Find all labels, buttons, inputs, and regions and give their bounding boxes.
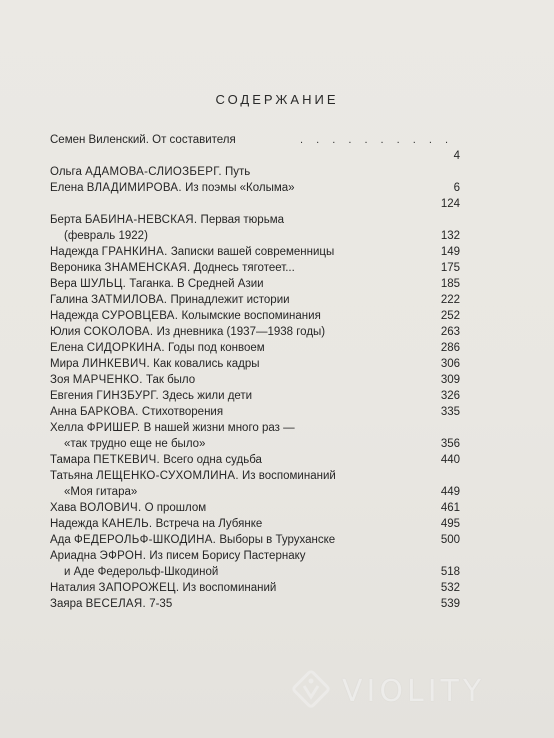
toc-entry [50, 596, 460, 612]
watermark [292, 668, 542, 712]
author-last-name: ЗАТМИЛОВА. [91, 294, 168, 306]
toc-entry [50, 228, 460, 244]
toc-entry-text [50, 324, 325, 340]
toc-entry-text [50, 292, 290, 308]
page-number: 252 [440, 310, 460, 322]
toc-entry-text [50, 212, 284, 228]
author-last-name: СИДОРКИНА. [86, 342, 165, 354]
toc-entry-text [50, 500, 206, 516]
work-title: Всего одна судьба [160, 454, 262, 466]
toc-entry [50, 356, 460, 372]
author-last-name: АДАМОВА-СЛИОЗБЕРГ. [85, 166, 222, 178]
page-number: 263 [440, 326, 460, 338]
author-last-name: ШУЛЬЦ. [80, 278, 127, 290]
toc-entry-text [50, 532, 335, 548]
author-first-name: Ариадна [50, 550, 100, 562]
author-first-name: Хава [50, 502, 80, 514]
author-first-name: Надежда [50, 518, 102, 530]
author-first-name: Надежда [50, 310, 102, 322]
author-first-name: Татьяна [50, 470, 97, 482]
page-number: 461 [440, 502, 460, 514]
work-title: Выборы в Туруханске [216, 534, 336, 546]
page-number: 449 [440, 486, 460, 498]
toc-entry [50, 276, 460, 292]
toc-entry-text [50, 404, 223, 420]
author-first-name: Ольга [50, 166, 86, 178]
page-number: 326 [440, 390, 460, 402]
work-title: Из воспоминаний [179, 582, 277, 594]
toc-entry-text [64, 564, 218, 580]
page-number: 532 [440, 582, 460, 594]
page-number: 149 [440, 246, 460, 258]
author-last-name: ЗАПОРОЖЕЦ. [98, 582, 180, 594]
toc-entry-text [50, 164, 250, 180]
toc-entry [50, 324, 460, 340]
work-title: Путь [221, 166, 251, 178]
leader-dots: . . . . . . . . . . [300, 134, 454, 146]
author-last-name: ЭФРОН. [99, 550, 147, 562]
author-first-name: Семен Виленский. [50, 134, 149, 146]
toc-entry-text [50, 244, 334, 260]
work-title: Записки вашей современницы [167, 246, 335, 258]
work-title: Принадлежит истории [167, 294, 290, 306]
author-first-name: Вера [50, 278, 81, 290]
toc-entry-text [50, 308, 321, 324]
work-title: «так трудно еще не было» [64, 438, 206, 450]
toc-entry-text [50, 468, 336, 484]
toc-entry [50, 484, 460, 500]
toc-entry-text [64, 436, 205, 452]
work-title: (февраль 1922) [64, 230, 148, 242]
watermark-text: VIOLITY [342, 674, 486, 709]
page-number: 335 [440, 406, 460, 418]
page-number: 309 [440, 374, 460, 386]
toc-entry-text [50, 276, 264, 292]
toc-entry [50, 500, 460, 516]
work-title: Годы под конвоем [164, 342, 265, 354]
toc-entry [50, 532, 460, 548]
author-first-name: Елена [50, 342, 87, 354]
work-title: Стихотворения [138, 406, 224, 418]
work-title: О прошлом [141, 502, 207, 514]
page-number: 518 [440, 566, 460, 578]
author-last-name: ЗНАМЕНСКАЯ. [104, 262, 191, 274]
toc-entry-text [64, 228, 148, 244]
work-title: Из писем Борису Пастернаку [146, 550, 306, 562]
toc-entry-text [50, 356, 260, 372]
toc-entry [50, 212, 460, 228]
page-number: 539 [440, 598, 460, 610]
page-number: 495 [440, 518, 460, 530]
toc-entry [50, 132, 460, 162]
work-title: «Моя гитара» [64, 486, 138, 498]
toc-entry-text [50, 340, 265, 356]
author-last-name: ВЕСЕЛАЯ. [85, 598, 146, 610]
toc-entry [50, 244, 460, 260]
page-number: 6 [453, 182, 460, 194]
author-first-name: Анна [50, 406, 80, 418]
work-title: Таганка. В Средней Азии [126, 278, 264, 290]
work-title: Здесь жили дети [159, 390, 253, 402]
toc-entry [50, 180, 460, 196]
work-title: Первая тюрьма [197, 214, 284, 226]
author-last-name: БАБИНА-НЕВСКАЯ. [84, 214, 198, 226]
author-first-name: Хелла [50, 422, 87, 434]
work-title: Колымские воспоминания [178, 310, 321, 322]
work-title: и Аде Федерольф-Шкодиной [64, 566, 219, 578]
author-last-name: ФРИШЕР. [86, 422, 141, 434]
author-first-name: Заяра [50, 598, 86, 610]
page-number: 286 [440, 342, 460, 354]
author-first-name: Елена [50, 182, 87, 194]
work-title: Встреча на Лубянке [152, 518, 263, 530]
page-number: 185 [440, 278, 460, 290]
author-last-name: ГИНЗБУРГ. [96, 390, 160, 402]
toc-entry [50, 468, 460, 484]
work-title: От составителя [148, 134, 236, 146]
page-number: 356 [440, 438, 460, 450]
author-last-name: ФЕДЕРОЛЬФ-ШКОДИНА. [73, 534, 217, 546]
page-number: 4 [453, 150, 460, 162]
author-last-name: ЛЕЩЕНКО-СУХОМЛИНА. [96, 470, 239, 482]
page-number: 500 [440, 534, 460, 546]
author-first-name: Надежда [50, 246, 102, 258]
toc-entry-text [50, 452, 262, 468]
toc-entry [50, 164, 460, 180]
toc-entry [50, 308, 460, 324]
author-last-name: ПЕТКЕВИЧ. [93, 454, 161, 466]
toc-entry [50, 420, 460, 436]
toc-entry-text [50, 388, 252, 404]
toc-entry [50, 260, 460, 276]
toc-entry [50, 452, 460, 468]
author-first-name: Галина [50, 294, 92, 306]
toc-entry-text [50, 548, 306, 564]
toc-entry-text [50, 420, 295, 436]
toc-entry [50, 564, 460, 580]
toc-entry-text [50, 372, 195, 388]
author-last-name: ЛИНКЕВИЧ. [82, 358, 150, 370]
toc-entry [50, 340, 460, 356]
toc-entry-text [50, 516, 262, 532]
work-title: В нашей жизни много раз — [140, 422, 295, 434]
author-last-name: ВЛАДИМИРОВА. [86, 182, 182, 194]
author-first-name: Вероника [50, 262, 105, 274]
author-first-name: Ада [50, 534, 74, 546]
author-first-name: Тамара [50, 454, 94, 466]
toc-entry [50, 404, 460, 420]
toc-entry [50, 292, 460, 308]
work-title: Доднесь тяготеет... [190, 262, 295, 274]
work-title: Как ковались кадры [149, 358, 260, 370]
toc-entry [50, 196, 460, 212]
author-first-name: Зоя [50, 374, 73, 386]
page-number: 440 [440, 454, 460, 466]
author-last-name: СОКОЛОВА. [83, 326, 154, 338]
page-number: 124 [440, 198, 460, 210]
work-title: Из воспоминаний [238, 470, 336, 482]
toc-entry [50, 388, 460, 404]
author-first-name: Евгения [50, 390, 97, 402]
work-title: Так было [142, 374, 196, 386]
author-last-name: КАНЕЛЬ. [101, 518, 153, 530]
author-first-name: Наталия [50, 582, 99, 594]
toc-entry-text [50, 180, 295, 196]
page-number: 132 [440, 230, 460, 242]
page-title: СОДЕРЖАНИЕ [215, 92, 339, 107]
toc-entry [50, 548, 460, 564]
toc-entry-text [50, 580, 276, 596]
page-number: 222 [440, 294, 460, 306]
author-first-name: Берта [50, 214, 85, 226]
toc-entry [50, 580, 460, 596]
author-last-name: ВОЛОВИЧ. [79, 502, 142, 514]
toc-entry-text [50, 596, 172, 612]
work-title: 7-35 [146, 598, 173, 610]
toc-entry-text [50, 260, 295, 276]
author-last-name: БАРКОВА. [79, 406, 139, 418]
toc-entry-text [50, 132, 236, 148]
toc-entry-text [64, 484, 137, 500]
author-last-name: ГРАНКИНА. [101, 246, 168, 258]
page-number: 175 [440, 262, 460, 274]
page-number: 306 [440, 358, 460, 370]
work-title: Из дневника (1937—1938 годы) [153, 326, 326, 338]
author-last-name: СУРОВЦЕВА. [101, 310, 179, 322]
author-first-name: Юлия [50, 326, 84, 338]
toc-entry [50, 436, 460, 452]
violity-logo-icon [292, 670, 332, 710]
author-last-name: МАРЧЕНКО. [72, 374, 143, 386]
toc-entry [50, 372, 460, 388]
author-first-name: Мира [50, 358, 82, 370]
work-title: Из поэмы «Колыма» [181, 182, 295, 194]
toc-entry [50, 516, 460, 532]
